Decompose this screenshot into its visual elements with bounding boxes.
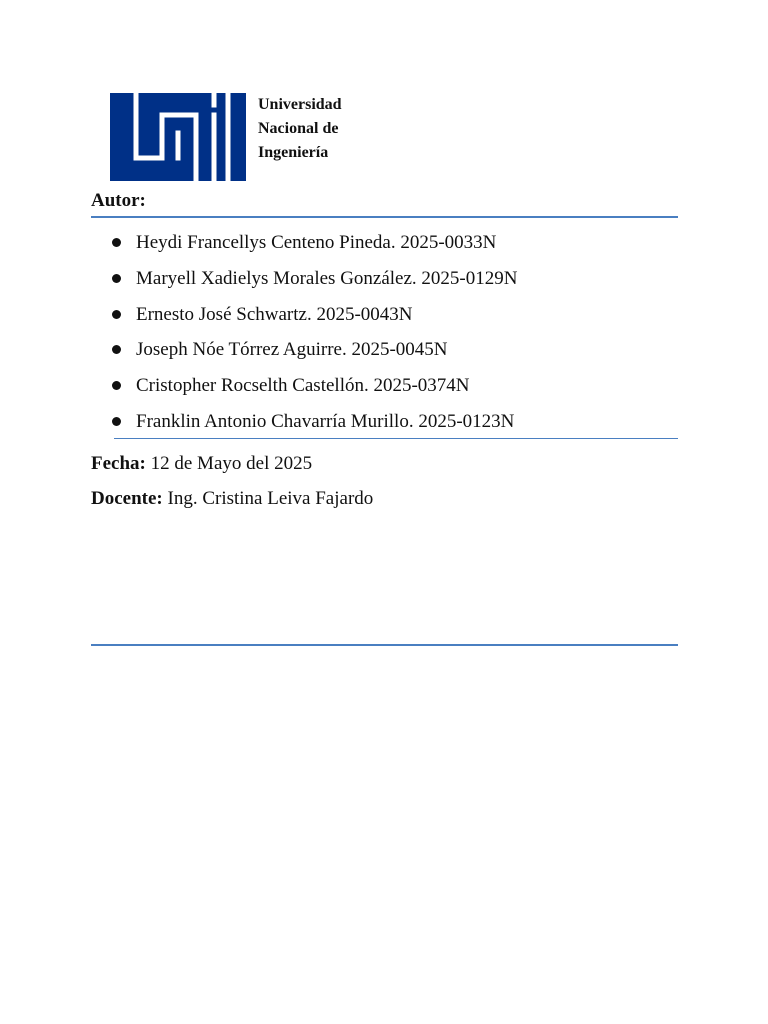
author-list bbox=[110, 230, 517, 445]
list-item bbox=[110, 373, 517, 409]
autor-heading: Autor: bbox=[91, 190, 146, 211]
university-name-line-1: Universidad bbox=[258, 96, 342, 113]
list-item bbox=[110, 409, 517, 445]
author-entry: Cristopher Rocselth Castellón. 2025-0374N bbox=[136, 375, 470, 397]
bullet-icon bbox=[112, 417, 121, 426]
author-entry: Joseph Nóe Tórrez Aguirre. 2025-0045N bbox=[136, 339, 448, 361]
uni-logo bbox=[110, 93, 246, 181]
university-name bbox=[258, 93, 342, 165]
author-entry: Heydi Francellys Centeno Pineda. 2025-0033N bbox=[136, 232, 497, 253]
divider-top bbox=[91, 216, 678, 218]
author-entry: Maryell Xadielys Morales González. 2025-0129N bbox=[136, 267, 518, 289]
list-item bbox=[110, 230, 517, 266]
docente-value: Ing. Cristina Leiva Fajardo bbox=[167, 488, 374, 509]
docente-label: Docente: bbox=[91, 488, 163, 509]
bullet-icon bbox=[112, 310, 121, 319]
list-item bbox=[110, 337, 517, 373]
bullet-icon bbox=[112, 381, 121, 390]
fecha-label: Fecha: bbox=[91, 453, 146, 474]
fecha-value: 12 de Mayo del 2025 bbox=[150, 453, 313, 474]
author-entry: Ernesto José Schwartz. 2025-0043N bbox=[136, 303, 413, 325]
bullet-icon bbox=[112, 274, 121, 283]
fecha-line bbox=[91, 452, 312, 476]
list-item bbox=[110, 302, 517, 338]
list-item bbox=[110, 266, 517, 302]
university-name-line-3: Ingeniería bbox=[258, 144, 329, 161]
bullet-icon bbox=[112, 345, 121, 354]
docente-line bbox=[91, 487, 373, 511]
author-entry: Franklin Antonio Chavarría Murillo. 2025-0123N bbox=[136, 410, 515, 432]
divider-list-bottom bbox=[114, 438, 678, 439]
uni-logo-icon bbox=[110, 93, 246, 181]
divider-bottom bbox=[91, 644, 678, 646]
bullet-icon bbox=[112, 238, 121, 247]
university-name-line-2: Nacional de bbox=[258, 120, 339, 137]
